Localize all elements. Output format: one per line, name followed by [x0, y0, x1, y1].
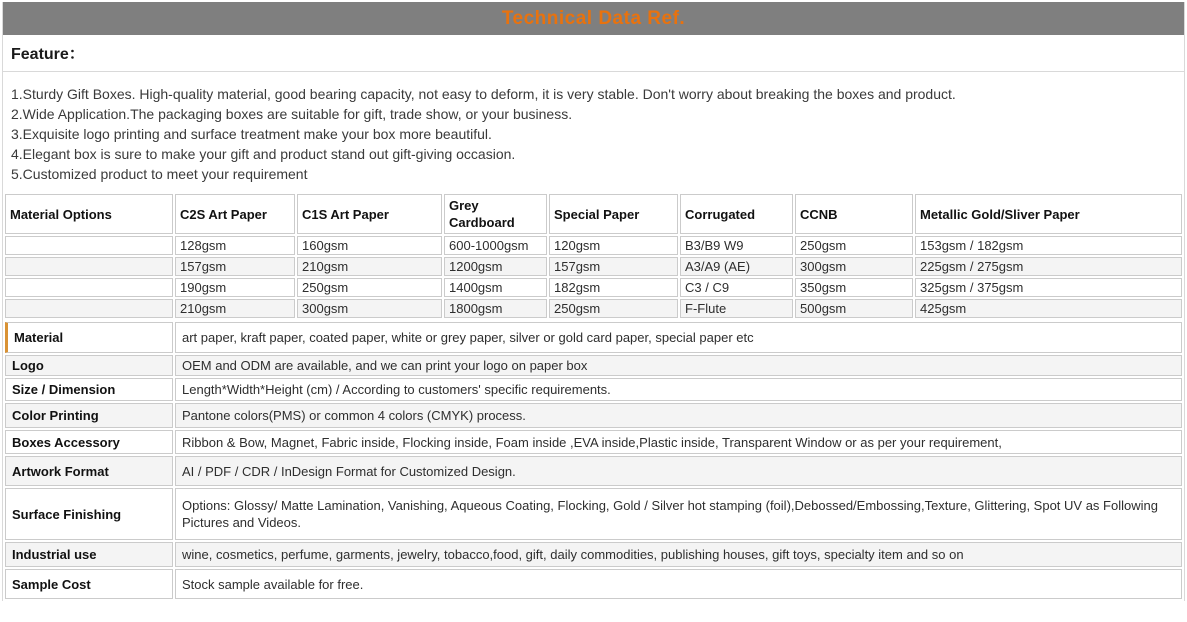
- spec-row: [5, 430, 1182, 454]
- spec-label: Color Printing: [5, 403, 173, 428]
- materials-row: [5, 299, 1182, 318]
- materials-cell: 160gsm: [297, 236, 442, 255]
- materials-col-header: C1S Art Paper: [297, 194, 442, 234]
- feature-list: [3, 72, 1184, 192]
- spec-label: Boxes Accessory: [5, 430, 173, 454]
- materials-row: [5, 236, 1182, 255]
- spec-row: [5, 456, 1182, 486]
- feature-item: 2.Wide Application.The packaging boxes are suitable for gift, trade show, or your business.: [11, 106, 573, 122]
- spec-table: [3, 320, 1184, 601]
- materials-cell: [5, 299, 173, 318]
- spec-label: Size / Dimension: [5, 378, 173, 401]
- materials-col-header: Corrugated: [680, 194, 793, 234]
- materials-col-header: Metallic Gold/Sliver Paper: [915, 194, 1182, 234]
- spec-label: Sample Cost: [5, 569, 173, 599]
- spec-value: AI / PDF / CDR / InDesign Format for Customized Design.: [175, 456, 1182, 486]
- spec-row: [5, 403, 1182, 428]
- materials-cell: [5, 278, 173, 297]
- spec-row: [5, 488, 1182, 540]
- materials-cell: 425gsm: [915, 299, 1182, 318]
- materials-cell: 600-1000gsm: [444, 236, 547, 255]
- materials-cell: 120gsm: [549, 236, 678, 255]
- spec-label: Artwork Format: [5, 456, 173, 486]
- feature-item: 4.Elegant box is sure to make your gift and product stand out gift-giving occasion.: [11, 146, 516, 162]
- materials-cell: 500gsm: [795, 299, 913, 318]
- materials-cell: 190gsm: [175, 278, 295, 297]
- materials-cell: 300gsm: [297, 299, 442, 318]
- spec-row: [5, 378, 1182, 401]
- materials-cell: 250gsm: [795, 236, 913, 255]
- materials-cell: 210gsm: [175, 299, 295, 318]
- spec-label: Surface Finishing: [5, 488, 173, 540]
- spec-label: Material: [5, 322, 173, 353]
- spec-row: [5, 355, 1182, 376]
- spec-value: Ribbon & Bow, Magnet, Fabric inside, Flocking inside, Foam inside ,EVA inside,Plastic inside, Transparent Window or as per your requirement,: [175, 430, 1182, 454]
- materials-cell: B3/B9 W9: [680, 236, 793, 255]
- feature-heading: Feature：: [3, 35, 1184, 72]
- materials-cell: C3 / C9: [680, 278, 793, 297]
- materials-header-row: [5, 194, 1182, 234]
- materials-cell: 250gsm: [549, 299, 678, 318]
- materials-row: [5, 257, 1182, 276]
- materials-cell: 350gsm: [795, 278, 913, 297]
- materials-cell: 157gsm: [175, 257, 295, 276]
- materials-cell: F-Flute: [680, 299, 793, 318]
- spec-value: Stock sample available for free.: [175, 569, 1182, 599]
- materials-cell: [5, 236, 173, 255]
- spec-row: [5, 322, 1182, 353]
- section-title-bar: [3, 2, 1184, 35]
- materials-cell: 153gsm / 182gsm: [915, 236, 1182, 255]
- materials-cell: 1400gsm: [444, 278, 547, 297]
- spec-row: [5, 569, 1182, 599]
- spec-label: Logo: [5, 355, 173, 376]
- feature-item: 3.Exquisite logo printing and surface treatment make your box more beautiful.: [11, 126, 492, 142]
- product-spec-page: [2, 2, 1185, 601]
- materials-col-header: CCNB: [795, 194, 913, 234]
- materials-cell: 1200gsm: [444, 257, 547, 276]
- spec-label: Industrial use: [5, 542, 173, 567]
- materials-cell: A3/A9 (AE): [680, 257, 793, 276]
- materials-cell: 210gsm: [297, 257, 442, 276]
- spec-value: Options: Glossy/ Matte Lamination, Vanishing, Aqueous Coating, Flocking, Gold / Silver hot stamping (foil),Debossed/Embossing,Texture, Glittering, Spot UV as Following Pictures and Videos.: [175, 488, 1182, 540]
- materials-body: [5, 236, 1182, 318]
- spec-value: art paper, kraft paper, coated paper, white or grey paper, silver or gold card paper, special paper etc: [175, 322, 1182, 353]
- materials-col-header: Material Options: [5, 194, 173, 234]
- materials-cell: 157gsm: [549, 257, 678, 276]
- feature-item: 5.Customized product to meet your requirement: [11, 166, 308, 182]
- spec-value: wine, cosmetics, perfume, garments, jewelry, tobacco,food, gift, daily commodities, publishing houses, gift toys, specialty item and so on: [175, 542, 1182, 567]
- materials-table: [3, 192, 1184, 320]
- materials-cell: [5, 257, 173, 276]
- materials-cell: 300gsm: [795, 257, 913, 276]
- materials-cell: 250gsm: [297, 278, 442, 297]
- materials-col-header: Grey Cardboard: [444, 194, 547, 234]
- materials-row: [5, 278, 1182, 297]
- materials-cell: 225gsm / 275gsm: [915, 257, 1182, 276]
- materials-col-header: Special Paper: [549, 194, 678, 234]
- spec-value: Length*Width*Height (cm) / According to customers' specific requirements.: [175, 378, 1182, 401]
- spec-row: [5, 542, 1182, 567]
- materials-cell: 325gsm / 375gsm: [915, 278, 1182, 297]
- spec-value: Pantone colors(PMS) or common 4 colors (CMYK) process.: [175, 403, 1182, 428]
- materials-cell: 128gsm: [175, 236, 295, 255]
- spec-value: OEM and ODM are available, and we can print your logo on paper box: [175, 355, 1182, 376]
- materials-cell: 1800gsm: [444, 299, 547, 318]
- materials-col-header: C2S Art Paper: [175, 194, 295, 234]
- feature-item: 1.Sturdy Gift Boxes. High-quality material, good bearing capacity, not easy to deform, it is very stable. Don't worry about breaking the boxes and product.: [11, 86, 956, 102]
- page-title: Technical Data Ref.: [501, 7, 686, 29]
- materials-cell: 182gsm: [549, 278, 678, 297]
- spec-body: [5, 322, 1182, 599]
